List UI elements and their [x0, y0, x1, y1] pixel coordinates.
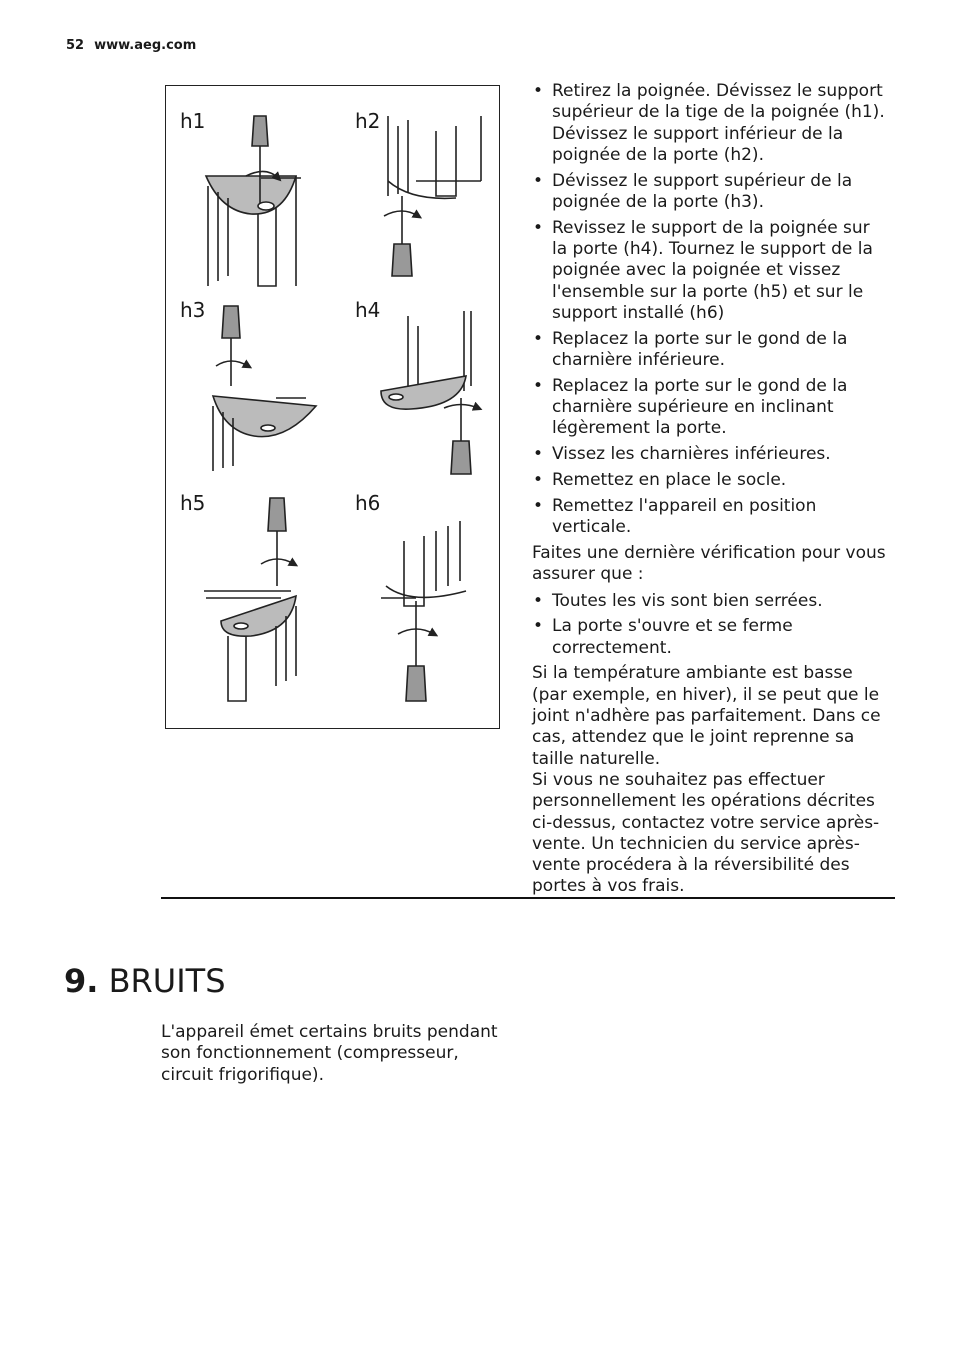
- instructions-column: [532, 81, 888, 898]
- section-body: L'appareil émet certains bruits pendant son fonctionnement (compresseur, circuit frigorifique).: [161, 1022, 498, 1085]
- instruction-item: • Revissez le support de la poignée sur la porte (h4). Tournez le support de la poignée avec la poignée et vissez l'ensemble sur la porte (h5) et sur le support installé (h6): [532, 218, 888, 324]
- check-item: • Toutes les vis sont bien serrées.: [532, 591, 888, 612]
- figure-label-h4: h4: [355, 298, 381, 322]
- h6-illustration: [381, 521, 466, 701]
- instruction-item: • Remettez en place le socle.: [532, 470, 888, 491]
- website-url: www.aeg.com: [94, 38, 197, 53]
- page-header: [66, 38, 196, 53]
- h4-illustration: [381, 311, 478, 474]
- h3-illustration: [213, 306, 316, 471]
- instruction-list: [532, 81, 888, 538]
- check-item: • La porte s'ouvre et se ferme correctement.: [532, 616, 888, 659]
- figure-label-h1: h1: [180, 109, 206, 133]
- handle-reversal-illustration: [166, 86, 501, 730]
- figure-label-h6: h6: [355, 491, 381, 515]
- h5-illustration: [204, 498, 296, 701]
- instruction-item: • Replacez la porte sur le gond de la charnière inférieure.: [532, 329, 888, 372]
- figure-label-h3: h3: [180, 298, 206, 322]
- figure-label-h2: h2: [355, 109, 381, 133]
- instruction-item: • Vissez les charnières inférieures.: [532, 444, 888, 465]
- figure-label-h5: h5: [180, 491, 206, 515]
- check-intro: Faites une dernière vérification pour vous assurer que :: [532, 542, 886, 585]
- section-number: 9.: [64, 962, 99, 1000]
- instruction-item: • Replacez la porte sur le gond de la charnière supérieure en inclinant légèrement la porte.: [532, 376, 888, 440]
- section-title: BRUITS: [108, 962, 226, 1000]
- check-list: [532, 591, 888, 659]
- section-divider: [161, 897, 895, 899]
- service-note: Si vous ne souhaitez pas effectuer personnellement les opérations décrites ci-dessus, contactez votre service après-vente. Un technicien du service après-vente procédera à la réversibilité des portes à vos frais.: [532, 769, 880, 897]
- handle-reversal-figure: [165, 85, 500, 729]
- instruction-item: • Remettez l'appareil en position verticale.: [532, 496, 888, 539]
- page-number: 52: [66, 38, 85, 53]
- h2-illustration: [384, 116, 481, 276]
- instruction-item: • Retirez la poignée. Dévissez le support supérieur de la tige de la poignée (h1). Dévissez le support inférieur de la poignée de la porte (h2).: [532, 81, 888, 166]
- temperature-note: Si la température ambiante est basse (par exemple, en hiver), il se peut que le joint n'adhère pas parfaitement. Dans ce cas, attendez que le joint reprenne sa taille naturelle.: [532, 663, 881, 769]
- instruction-item: • Dévissez le support supérieur de la poignée de la porte (h3).: [532, 171, 888, 214]
- h1-illustration: [206, 116, 301, 286]
- section-heading: [64, 962, 226, 1000]
